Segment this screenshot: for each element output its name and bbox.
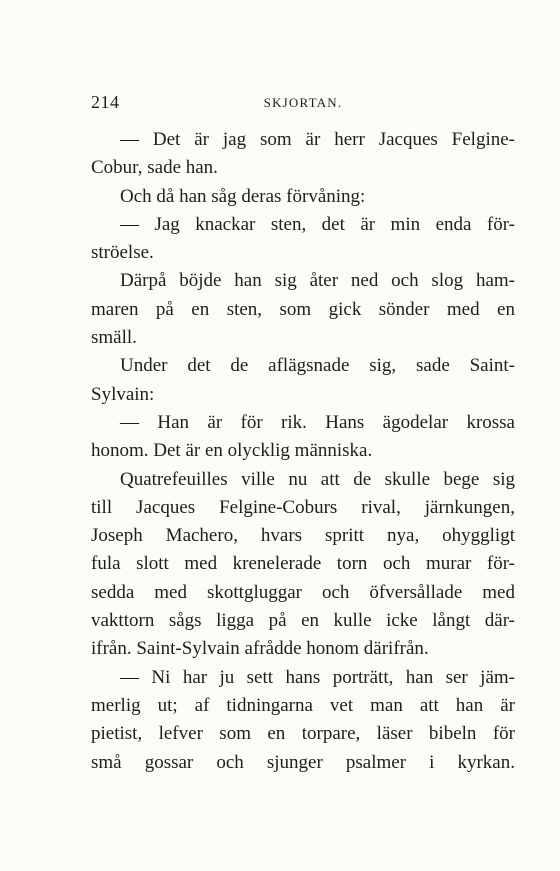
text-line: till Jacques Felgine-Coburs rival, järnkungen, [91,496,515,518]
text-line: små gossar och sjunger psalmer i kyrkan. [91,751,515,773]
text-line: — Ni har ju sett hans porträtt, han ser jäm- [120,666,515,688]
page-header [91,92,515,114]
text-line: — Jag knackar sten, det är min enda för- [120,213,515,235]
body-text [91,126,515,777]
text-line: maren på en sten, som gick sönder med en [91,298,515,320]
page-number: 214 [91,92,120,112]
text-line: ifrån. Saint-Sylvain afrådde honom därifrån. [91,638,429,660]
running-title: SKJORTAN. [263,95,343,110]
text-line: sedda med skottgluggar och öfversållade med [91,581,515,603]
text-line: honom. Det är en olycklig människa. [91,440,373,462]
text-line: ströelse. [91,242,154,264]
text-line: fula slott med krenelerade torn och murar för- [91,553,515,575]
text-line: Quatrefeuilles ville nu att de skulle bege sig [120,468,515,490]
text-line: vakttorn sågs ligga på en kulle icke långt där- [91,610,515,632]
text-line: smäll. [91,327,137,349]
text-line: Under det de aflägsnade sig, sade Saint- [120,355,515,377]
text-line: Cobur, sade han. [91,157,218,179]
text-line: — Han är för rik. Hans ägodelar krossa [120,411,515,433]
text-line: merlig ut; af tidningarna vet man att han är [91,694,515,716]
text-line: Joseph Machero, hvars spritt nya, ohyggligt [91,525,515,547]
text-line: pietist, lefver som en torpare, läser bibeln för [91,723,515,745]
text-line: — Det är jag som är herr Jacques Felgine- [120,129,515,150]
text-line: Sylvain: [91,383,155,405]
text-line: Därpå böjde han sig åter ned och slog ham- [120,270,515,292]
text-line: Och då han såg deras förvåning: [120,185,366,207]
